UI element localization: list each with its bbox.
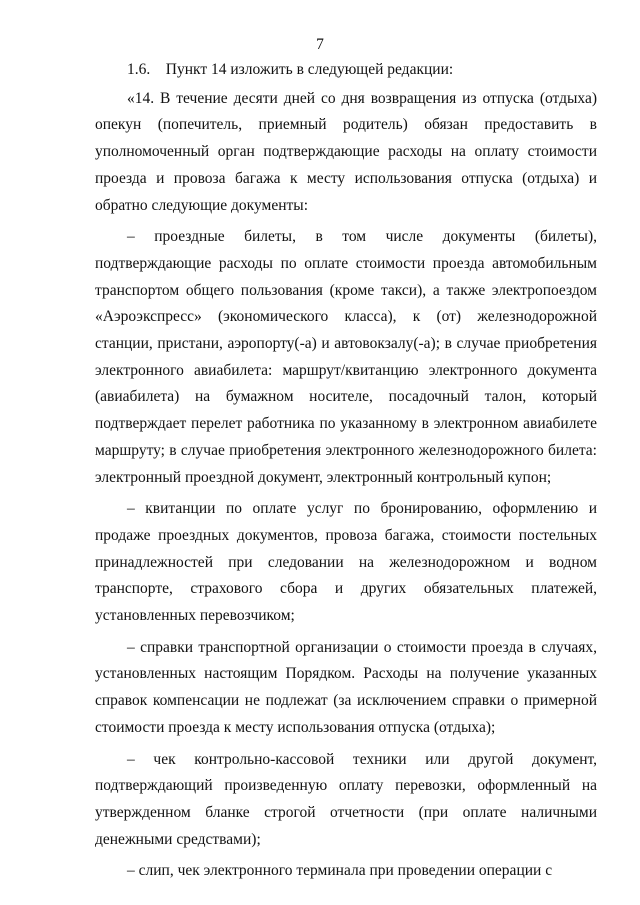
list-item-tickets: – проездные билеты, в том числе документы (билеты), подтверждающие расходы по оплате стоимости проезда автомобильным транспортом общего пользования (кроме такси), а также электропоездом «Аэроэкспресс» (экономического класса), к (от) железнодорожной станции, пристани, аэропорту(-а) и автовокзалу(-а); в случае приобретения электронного авиабилета: маршрут/квитанцию электронного документа (авиабилета) на бумажном носителе, посадочный талон, который подтверждает перелет работника по указанному в электронном авиабилете маршруту; в случае приобретения электронного железнодорожного билета: электронный проездной документ, электронный контрольный купон; [95, 228, 597, 486]
list-item-slip: – слип, чек электронного терминала при проведении операции с [127, 862, 553, 880]
list-item-transport-certificates: – справки транспортной организации о стоимости проезда в случаях, установленных настоящим Порядком. Расходы на получение указанных справок компенсации не подлежат (за исключением справки о примерной стоимости проезда к месту использования отпуска (отдыха); [95, 638, 597, 736]
document-body [95, 57, 597, 890]
list-item-receipts: – квитанции по оплате услуг по бронированию, оформлению и продаже проездных документов, провоза багажа, стоимости постельных принадлежностей при следовании на железнодорожном и водном транспорте, страхового сбора и других обязательных платежей, установленных перевозчиком; [95, 500, 597, 625]
clause-1-6: 1.6. Пункт 14 изложить в следующей редакции: [127, 61, 454, 78]
page-number: 7 [316, 36, 324, 53]
clause-14-intro: «14. В течение десяти дней со дня возвращения из отпуска (отдыха) опекун (попечитель, приемный родитель) обязан предоставить в уполномоченный орган подтверждающие расходы на оплату стоимости проезда и провоза багажа к месту использования отпуска (отдыха) и обратно следующие документы: [95, 89, 597, 214]
list-item-cash-receipt: – чек контрольно-кассовой техники или другой документ, подтверждающий произведенную оплату перевозки, оформленный на утвержденном бланке строгой отчетности (при оплате наличными денежными средствами); [95, 750, 597, 848]
